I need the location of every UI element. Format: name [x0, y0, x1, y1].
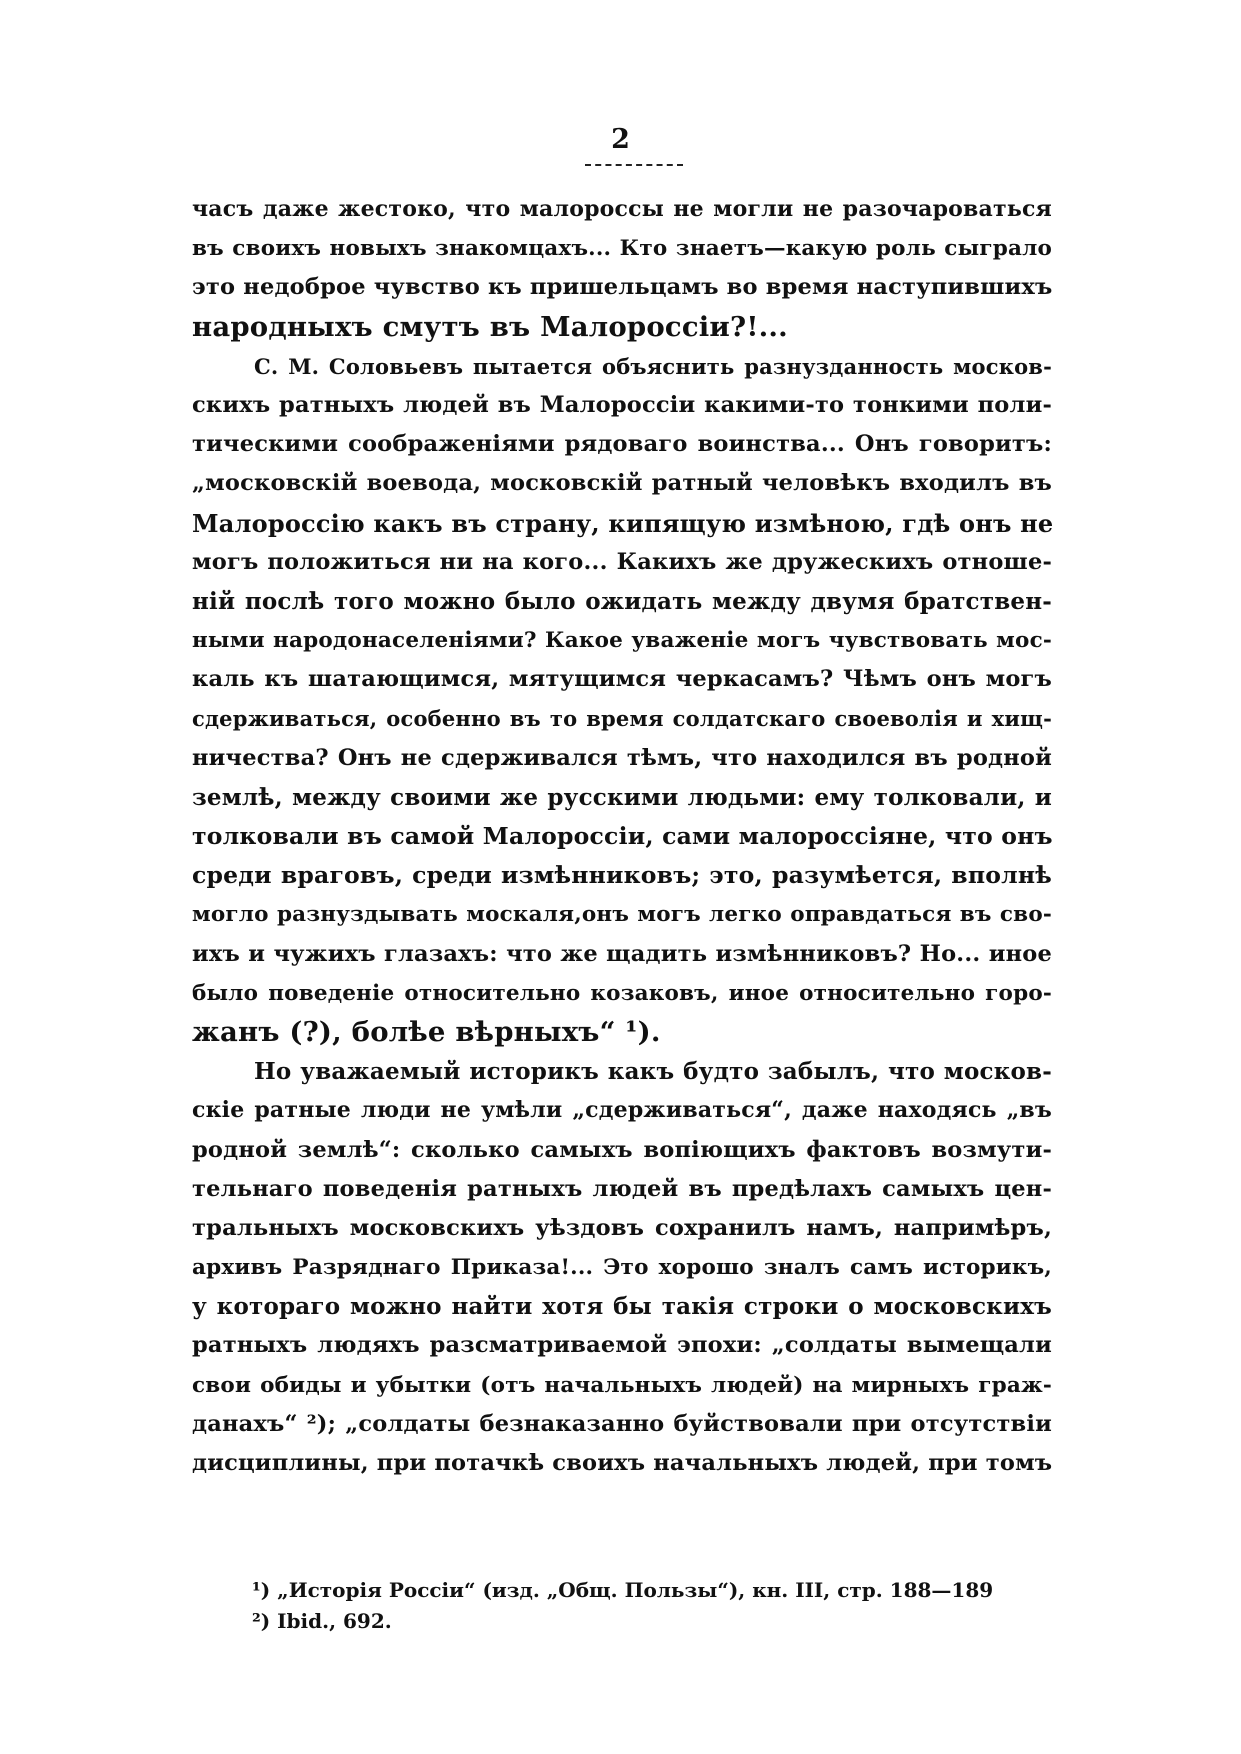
text-line: ничества? Онъ не сдерживался тѣмъ, что находился въ родной	[192, 744, 1052, 771]
text-line: Но уважаемый историкъ какъ будто забылъ, что москов-	[254, 1058, 1052, 1086]
text-line: тральныхъ московскихъ уѣздовъ сохранилъ намъ, напримѣръ,	[192, 1214, 1052, 1241]
text-line: тельнаго поведенія ратныхъ людей въ предѣлахъ самыхъ цен-	[192, 1175, 1052, 1202]
text-line: народныхъ смутъ въ Малороссіи?!...	[192, 310, 788, 343]
body-text	[192, 190, 1052, 1483]
text-line: могло разнуздывать москаля,онъ могъ легко оправдаться въ сво-	[192, 902, 1052, 928]
text-line: ными народонаселеніями? Какое уваженіе могъ чувствовать мос-	[192, 628, 1052, 654]
text-line: сдерживаться, особенно въ то время солдатскаго своеволія и хищ-	[192, 706, 1052, 732]
text-line: часъ даже жестоко, что малороссы не могли не разочароваться	[192, 196, 1052, 222]
header-rule	[585, 164, 683, 166]
footnote: ¹) „Исторія Россіи“ (изд. „Общ. Пользы“), кн. III, стр. 188—189	[252, 1578, 994, 1602]
text-line: ній послѣ того можно было ожидать между двумя братствен-	[192, 587, 1052, 615]
text-line: „московскій воевода, московскій ратный человѣкъ входилъ въ	[192, 470, 1052, 497]
text-line: въ своихъ новыхъ знакомцахъ... Кто знаетъ—какую роль сыграло	[192, 236, 1052, 262]
text-line: среди враговъ, среди измѣнниковъ; это, разумѣется, вполнѣ	[192, 861, 1052, 890]
text-line: архивъ Разряднаго Приказа!... Это хорошо зналъ самъ историкъ,	[192, 1255, 1052, 1281]
text-line: у котораго можно найти хотя бы такія строки о московскихъ	[192, 1293, 1052, 1321]
text-line: жанъ (?), болѣе вѣрныхъ“ ¹).	[192, 1015, 661, 1048]
text-line: скіе ратные люди не умѣли „сдерживаться“, даже находясь „въ	[192, 1097, 1052, 1124]
text-line: землѣ, между своими же русскими людьми: ему толковали, и	[192, 783, 1052, 811]
footnote: ²) Ibid., 692.	[252, 1609, 392, 1633]
text-line: толковали въ самой Малороссіи, сами малороссіяне, что онъ	[192, 822, 1053, 850]
text-line: родной землѣ“: сколько самыхъ вопіющихъ фактовъ возмути-	[192, 1136, 1052, 1163]
text-line: дисциплины, при потачкѣ своихъ начальныхъ людей, при томъ	[192, 1450, 1053, 1476]
text-line: ратныхъ людяхъ разсматриваемой эпохи: „солдаты вымещали	[192, 1332, 1052, 1359]
page-number: 2	[611, 124, 630, 155]
footnotes	[252, 1575, 1052, 1637]
text-line: каль къ шатающимся, мятущимся черкасамъ? Чѣмъ онъ могъ	[192, 666, 1052, 693]
text-line: было поведеніе относительно козаковъ, иное относительно горо-	[192, 980, 1052, 1006]
text-line: данахъ“ ²); „солдаты безнаказанно буйствовали при отсутствіи	[192, 1410, 1052, 1437]
text-line: ихъ и чужихъ глазахъ: что же щадить измѣнниковъ? Но... иное	[192, 940, 1052, 967]
text-line: это недоброе чувство къ пришельцамъ во время наступившихъ	[192, 274, 1053, 301]
text-line: могъ положиться ни на кого... Какихъ же дружескихъ отноше-	[192, 548, 1052, 575]
text-line: свои обиды и убытки (отъ начальныхъ людей) на мирныхъ граж-	[192, 1372, 1052, 1398]
text-line: скихъ ратныхъ людей въ Малороссіи какими-то тонкими поли-	[192, 391, 1052, 418]
text-line: тическими соображеніями рядоваго воинства... Онъ говоритъ:	[192, 431, 1052, 458]
text-line: С. М. Соловьевъ пытается объяснить разнузданность москов-	[254, 353, 1052, 379]
text-line: Малороссію какъ въ страну, кипящую измѣною, гдѣ онъ не	[192, 508, 1054, 538]
